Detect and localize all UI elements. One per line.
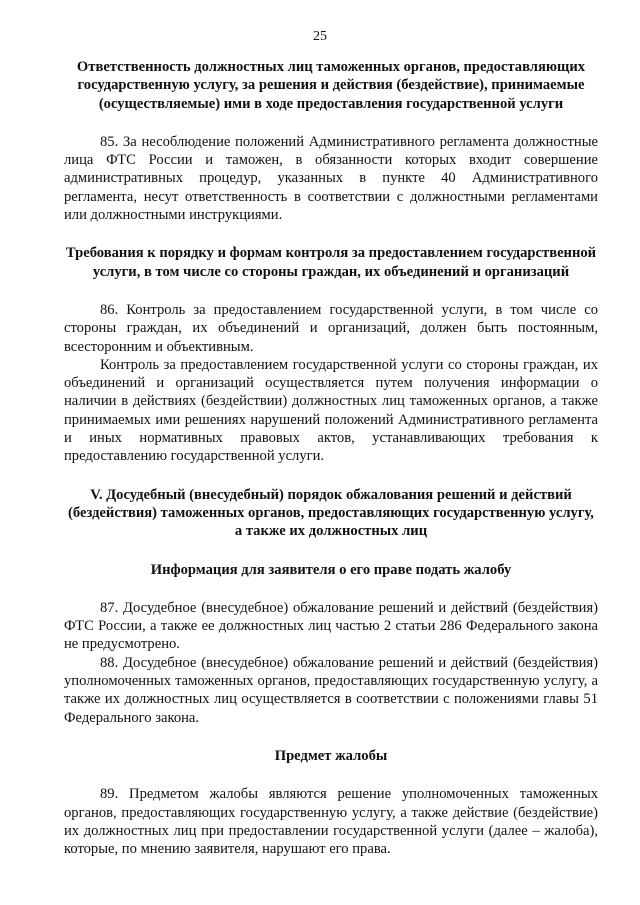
document-body (64, 58, 598, 858)
paragraph-86: 86. Контроль за предоставлением государственной услуги, в том числе со стороны граждан, их объединений и организаций, должен быть постоянным, всесторонним и объективным. (64, 301, 598, 355)
heading-responsibility: Ответственность должностных лиц таможенных органов, предоставляющих государственную услугу, за решения и действия (бездействие), принимаемые (осуществляемые) ими в ходе предоставления государственной услуги (76, 59, 586, 112)
paragraph-89: 89. Предметом жалобы являются решение уполномоченных таможенных органов, предоставляющих государственную услугу, а также действие (бездействие) их должностных лиц при предоставлении государственной услуги (далее – жалоба), которые, по мнению заявителя, нарушают его права. (64, 786, 598, 858)
heading-section-v: V. Досудебный (внесудебный) порядок обжалования решений и действий (бездействия) таможенных органов, предоставляющих государственную услугу, а также их должностных лиц (68, 486, 594, 540)
heading-complaint-subject: Предмет жалобы (274, 747, 388, 764)
paragraph-86-continued: Контроль за предоставлением государственной услуги со стороны граждан, их объединений и организаций осуществляется путем получения информации о наличии в действиях (бездействии) должностных лиц таможенных органов, а также принимаемых ими решениях нарушений положений Административного регламента и иных нормативных правовых актов, устанавливающих требования к предоставлению государственной услуги. (64, 356, 598, 465)
heading-control-requirements: Требования к порядку и формам контроля за предоставлением государственной услуги, в том числе со стороны граждан, их объединений и организаций (65, 245, 597, 280)
paragraph-87: 87. Досудебное (внесудебное) обжалование решений и действий (бездействия) ФТС России, а также ее должностных лиц частью 2 статьи 286 Федерального закона не предусмотрено. (64, 599, 598, 653)
page-number: 25 (313, 29, 327, 44)
paragraph-85: 85. За несоблюдение положений Административного регламента должностные лица ФТС России и таможен, в обязанности которых входит совершение административных процедур, указанных в пункте 40 Административного регламента, несут ответственность в соответствии с должностными регламентами или должностными инструкциями. (64, 133, 598, 224)
heading-right-to-complain: Информация для заявителя о его праве подать жалобу (150, 561, 512, 578)
paragraph-88: 88. Досудебное (внесудебное) обжалование решений и действий (бездействия) уполномоченных таможенных органов, предоставляющих государственную услугу, а также их должностных лиц осуществляется в соответствии с положениями главы 51 Федерального закона. (64, 654, 598, 726)
